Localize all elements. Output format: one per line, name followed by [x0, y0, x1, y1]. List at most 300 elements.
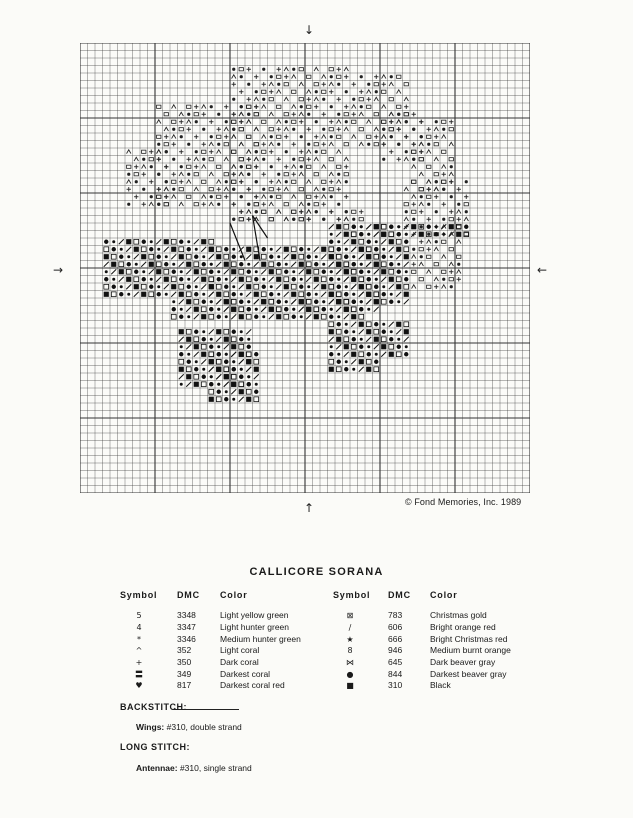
stitch-mark — [269, 277, 274, 282]
stitch-mark — [239, 218, 243, 221]
stitch-mark — [396, 254, 401, 259]
stitch-mark — [389, 344, 394, 349]
stitch-mark — [179, 188, 183, 191]
stitch-mark — [172, 128, 175, 131]
stitch-mark — [254, 374, 259, 379]
stitch-mark — [164, 187, 168, 191]
stitch-mark — [449, 142, 453, 146]
stitch-mark — [164, 113, 168, 116]
stitch-mark — [314, 203, 318, 206]
key-symbol: ● — [346, 670, 354, 679]
stitch-mark — [367, 308, 370, 311]
stitch-mark — [329, 329, 334, 334]
stitch-mark — [344, 143, 348, 146]
stitch-mark — [366, 284, 371, 289]
stitch-mark — [322, 75, 326, 79]
stitch-mark — [216, 367, 221, 372]
stitch-mark — [217, 113, 220, 116]
stitch-mark — [232, 367, 236, 371]
stitch-mark — [232, 360, 235, 363]
stitch-mark — [209, 345, 213, 349]
stitch-mark — [314, 284, 319, 289]
stitch-mark — [239, 375, 243, 379]
stitch-mark — [457, 270, 461, 274]
key-symbol: ⋈ — [346, 658, 354, 667]
stitch-mark — [201, 277, 206, 282]
stitch-mark — [412, 128, 415, 131]
stitch-mark — [194, 262, 199, 267]
stitch-mark — [127, 180, 131, 184]
stitch-mark — [337, 322, 341, 326]
wings-label: Wings: — [136, 722, 165, 732]
stitch-mark — [404, 83, 408, 86]
stitch-mark — [412, 180, 416, 183]
stitch-mark — [141, 284, 146, 289]
stitch-mark — [270, 248, 273, 251]
stitch-mark — [217, 165, 221, 168]
stitch-mark — [359, 307, 363, 311]
stitch-mark — [186, 344, 191, 349]
stitch-mark — [232, 150, 236, 153]
stitch-mark — [397, 338, 400, 341]
stitch-mark — [397, 232, 401, 236]
stitch-mark — [194, 255, 198, 259]
stitch-mark — [419, 158, 423, 161]
stitch-mark — [164, 143, 168, 146]
stitch-mark — [374, 143, 378, 146]
stitch-mark — [157, 203, 160, 206]
stitch-mark — [240, 330, 243, 333]
stitch-mark — [382, 158, 385, 161]
stitch-mark — [246, 277, 251, 282]
stitch-mark — [202, 300, 206, 304]
stitch-mark — [262, 120, 266, 123]
stitch-mark — [381, 224, 386, 229]
stitch-mark — [344, 67, 348, 71]
stitch-mark — [284, 247, 289, 252]
stitch-mark — [299, 292, 304, 297]
stitch-mark — [352, 225, 356, 229]
stitch-mark — [389, 232, 394, 237]
stitch-mark — [389, 284, 394, 289]
stitch-mark — [119, 262, 124, 267]
stitch-mark — [262, 315, 265, 318]
stitch-mark — [104, 284, 109, 289]
stitch-mark — [225, 390, 228, 393]
stitch-mark — [322, 165, 326, 169]
stitch-mark — [352, 255, 355, 258]
stitch-mark — [216, 359, 221, 364]
stitch-mark — [329, 224, 334, 229]
stitch-mark — [307, 210, 311, 214]
stitch-mark — [442, 240, 446, 243]
stitch-mark — [396, 352, 401, 357]
stitch-mark — [179, 247, 184, 252]
stitch-mark — [209, 239, 214, 244]
stitch-mark — [366, 322, 371, 327]
stitch-mark — [202, 330, 205, 333]
stitch-mark — [239, 284, 244, 289]
stitch-mark — [224, 367, 229, 372]
stitch-mark — [269, 218, 273, 221]
stitch-mark — [202, 255, 205, 258]
stitch-mark — [345, 90, 348, 93]
stitch-mark — [187, 278, 190, 281]
stitch-mark — [277, 105, 281, 108]
stitch-mark — [397, 113, 400, 116]
stitch-mark — [224, 269, 229, 274]
stitch-mark — [412, 210, 416, 213]
stitch-mark — [254, 143, 258, 146]
key-color: Darkest beaver gray — [430, 669, 507, 679]
key-dmc: 606 — [388, 622, 403, 632]
stitch-mark — [231, 374, 236, 379]
stitch-mark — [156, 262, 161, 267]
stitch-mark — [307, 195, 311, 198]
stitch-mark — [435, 210, 438, 213]
stitch-mark — [337, 173, 340, 176]
stitch-mark — [135, 263, 138, 266]
stitch-mark — [381, 337, 386, 342]
stitch-mark — [247, 338, 250, 341]
stitch-mark — [457, 255, 461, 258]
stitch-mark — [359, 329, 364, 334]
stitch-mark — [374, 344, 379, 349]
stitch-mark — [367, 352, 371, 356]
stitch-mark — [344, 352, 349, 357]
stitch-mark — [239, 158, 243, 161]
stitch-mark — [300, 135, 303, 138]
stitch-mark — [404, 352, 408, 356]
stitch-mark — [254, 292, 259, 297]
stitch-mark — [194, 307, 199, 312]
stitch-mark — [404, 337, 409, 342]
stitch-mark — [104, 277, 108, 281]
stitch-mark — [337, 135, 341, 138]
stitch-mark — [330, 233, 333, 236]
key-dmc: 783 — [388, 610, 403, 620]
stitch-mark — [194, 382, 199, 387]
stitch-mark — [180, 383, 183, 386]
stitch-mark — [179, 352, 183, 356]
stitch-mark — [284, 83, 288, 86]
stitch-mark — [450, 285, 453, 288]
stitch-mark — [299, 98, 303, 101]
stitch-mark — [156, 277, 161, 282]
stitch-mark — [292, 120, 296, 123]
stitch-mark — [344, 337, 349, 342]
stitch-mark — [186, 292, 191, 297]
stitch-mark — [194, 157, 198, 161]
stitch-mark — [366, 367, 371, 372]
stitch-mark — [171, 239, 176, 244]
stitch-mark — [239, 218, 243, 221]
stitch-mark — [142, 150, 146, 153]
stitch-mark — [375, 353, 378, 356]
stitch-mark — [449, 158, 453, 161]
stitch-mark — [359, 284, 364, 289]
stitch-mark — [404, 277, 408, 281]
stitch-mark — [442, 128, 445, 131]
stitch-mark — [239, 112, 243, 116]
stitch-mark — [336, 254, 341, 259]
stitch-mark — [382, 120, 386, 123]
stitch-mark — [315, 255, 318, 258]
stitch-mark — [404, 292, 409, 297]
stitch-mark — [336, 299, 341, 304]
stitch-mark — [202, 337, 206, 341]
stitch-mark — [382, 105, 386, 109]
antennae-text: #310, single strand — [179, 763, 252, 773]
stitch-mark — [375, 240, 378, 243]
stitch-mark — [299, 202, 303, 206]
stitch-mark — [216, 299, 221, 304]
stitch-mark — [232, 248, 235, 251]
stitch-mark — [367, 233, 370, 236]
stitch-mark — [247, 307, 251, 311]
stitch-mark — [374, 224, 379, 229]
stitch-mark — [442, 285, 446, 289]
stitch-mark — [397, 90, 401, 94]
stitch-mark — [435, 225, 438, 228]
stitch-mark — [194, 299, 199, 304]
stitch-mark — [247, 113, 250, 116]
stitch-mark — [127, 293, 130, 296]
stitch-mark — [419, 248, 423, 251]
stitch-mark — [307, 180, 311, 184]
stitch-mark — [157, 150, 161, 154]
stitch-mark — [142, 270, 145, 273]
stitch-mark — [269, 98, 273, 101]
stitch-mark — [179, 299, 184, 304]
pattern-title: CALLICORE SORANA — [249, 566, 384, 578]
stitch-mark — [344, 292, 348, 296]
stitch-mark — [232, 255, 236, 259]
stitch-mark — [374, 254, 379, 259]
stitch-mark — [276, 269, 281, 274]
stitch-mark — [187, 173, 190, 176]
stitch-mark — [232, 68, 235, 71]
stitch-mark — [329, 277, 333, 281]
stitch-mark — [389, 128, 393, 131]
stitch-mark — [255, 150, 258, 153]
stitch-mark — [382, 255, 386, 259]
stitch-mark — [344, 255, 348, 259]
key-color: Dark coral — [220, 657, 259, 667]
stitch-mark — [306, 299, 311, 304]
stitch-mark — [329, 367, 334, 372]
stitch-mark — [284, 292, 289, 297]
stitch-mark — [435, 120, 438, 123]
stitch-mark — [314, 97, 318, 101]
stitch-mark — [382, 330, 386, 334]
stitch-mark — [359, 277, 364, 282]
stitch-mark — [239, 344, 244, 349]
stitch-mark — [315, 150, 318, 153]
stitch-mark — [405, 233, 408, 236]
stitch-mark — [366, 337, 371, 342]
stitch-mark — [231, 389, 236, 394]
stitch-mark — [435, 240, 438, 243]
stitch-mark — [111, 254, 116, 259]
key-dmc: 3346 — [177, 634, 196, 644]
stitch-mark — [344, 299, 349, 304]
stitch-mark — [217, 180, 221, 184]
stitch-mark — [202, 158, 205, 161]
stitch-mark — [150, 240, 153, 243]
stitch-mark — [187, 195, 191, 198]
stitch-mark — [157, 195, 161, 198]
stitch-mark — [390, 75, 393, 78]
stitch-mark — [299, 158, 303, 161]
stitch-mark — [284, 314, 289, 319]
stitch-mark — [119, 269, 124, 274]
stitch-mark — [344, 217, 348, 221]
stitch-mark — [171, 314, 176, 319]
stitch-mark — [345, 248, 348, 251]
stitch-mark — [344, 232, 349, 237]
stitch-mark — [277, 135, 281, 138]
stitch-mark — [262, 188, 265, 191]
stitch-mark — [434, 232, 438, 236]
stitch-mark — [307, 165, 311, 168]
stitch-mark — [246, 367, 251, 372]
stitch-mark — [142, 158, 145, 161]
stitch-mark — [292, 210, 296, 213]
stitch-mark — [277, 90, 281, 94]
stitch-mark — [247, 382, 251, 386]
stitch-mark — [412, 165, 416, 169]
key-dmc: 352 — [177, 645, 192, 655]
stitch-mark — [277, 143, 280, 146]
stitch-mark — [262, 90, 266, 93]
stitch-mark — [157, 248, 160, 251]
stitch-mark — [217, 270, 220, 273]
stitch-mark — [344, 314, 349, 319]
stitch-mark — [291, 262, 296, 267]
wings-instruction — [136, 722, 242, 732]
stitch-mark — [367, 240, 371, 244]
stitch-mark — [217, 345, 220, 348]
stitch-mark — [202, 368, 205, 371]
stitch-mark — [165, 293, 168, 296]
stitch-mark — [345, 323, 348, 326]
stitch-mark — [209, 142, 213, 146]
wings-text: #310, double strand — [166, 722, 242, 732]
stitch-mark — [224, 360, 228, 364]
stitch-mark — [442, 165, 446, 169]
stitch-mark — [449, 128, 453, 131]
stitch-mark — [255, 308, 258, 311]
key-color: Christmas gold — [430, 610, 487, 620]
stitch-mark — [231, 337, 236, 342]
stitch-mark — [359, 345, 363, 349]
stitch-mark — [179, 284, 184, 289]
stitch-mark — [329, 247, 334, 252]
stitch-mark — [120, 248, 123, 251]
stitch-mark — [442, 233, 445, 236]
stitch-mark — [374, 83, 378, 86]
stitch-mark — [270, 75, 273, 78]
stitch-mark — [254, 397, 259, 402]
stitch-mark — [389, 322, 394, 327]
stitch-mark — [201, 352, 206, 357]
stitch-mark — [367, 345, 370, 348]
stitch-mark — [209, 158, 213, 161]
stitch-mark — [337, 165, 341, 168]
stitch-mark — [255, 90, 258, 93]
stitch-mark — [239, 277, 244, 282]
stitch-mark — [374, 292, 379, 297]
stitch-mark — [270, 285, 273, 288]
stitch-mark — [284, 97, 288, 101]
key-symbol: 4 — [136, 623, 142, 632]
stitch-mark — [247, 375, 250, 378]
stitch-mark — [202, 165, 206, 169]
stitch-mark — [247, 165, 251, 168]
stitch-mark — [351, 307, 356, 312]
stitch-mark — [225, 315, 228, 318]
stitch-mark — [186, 367, 191, 372]
stitch-mark — [284, 217, 288, 221]
stitch-mark — [404, 217, 408, 221]
stitch-mark — [224, 262, 229, 267]
stitch-mark — [411, 224, 416, 229]
stitch-mark — [216, 374, 221, 379]
stitch-mark — [315, 90, 318, 93]
stitch-mark — [374, 307, 379, 312]
stitch-mark — [187, 165, 191, 168]
stitch-mark — [359, 239, 364, 244]
stitch-mark — [239, 307, 244, 312]
stitch-mark — [374, 97, 378, 101]
stitch-mark — [202, 195, 206, 199]
stitch-mark — [217, 195, 221, 198]
stitch-mark — [351, 277, 356, 282]
stitch-mark — [224, 367, 229, 372]
stitch-mark — [359, 218, 363, 221]
stitch-mark — [179, 240, 183, 244]
stitch-mark — [194, 113, 198, 116]
stitch-mark — [344, 173, 348, 176]
stitch-mark — [231, 262, 236, 267]
stitch-mark — [345, 360, 348, 363]
stitch-mark — [344, 367, 348, 371]
key-symbol: + — [135, 658, 143, 667]
stitch-mark — [247, 165, 251, 168]
stitch-mark — [300, 105, 303, 108]
key-header-dmc-right: DMC — [388, 590, 411, 600]
stitch-mark — [345, 210, 348, 213]
stitch-mark — [157, 195, 161, 198]
key-color: Darkest coral — [220, 669, 271, 679]
stitch-mark — [292, 277, 296, 281]
stitch-mark — [156, 239, 161, 244]
stitch-mark — [457, 203, 460, 206]
stitch-mark — [457, 225, 461, 228]
stitch-mark — [427, 180, 431, 184]
stitch-mark — [284, 307, 288, 311]
stitch-mark — [329, 128, 333, 131]
stitch-mark — [435, 180, 438, 183]
stitch-mark — [306, 307, 311, 312]
stitch-mark — [360, 225, 363, 228]
stitch-mark — [306, 262, 311, 267]
stitch-mark — [374, 360, 378, 364]
stitch-mark — [127, 203, 130, 206]
stitch-mark — [194, 367, 198, 371]
stitch-mark — [352, 210, 356, 213]
